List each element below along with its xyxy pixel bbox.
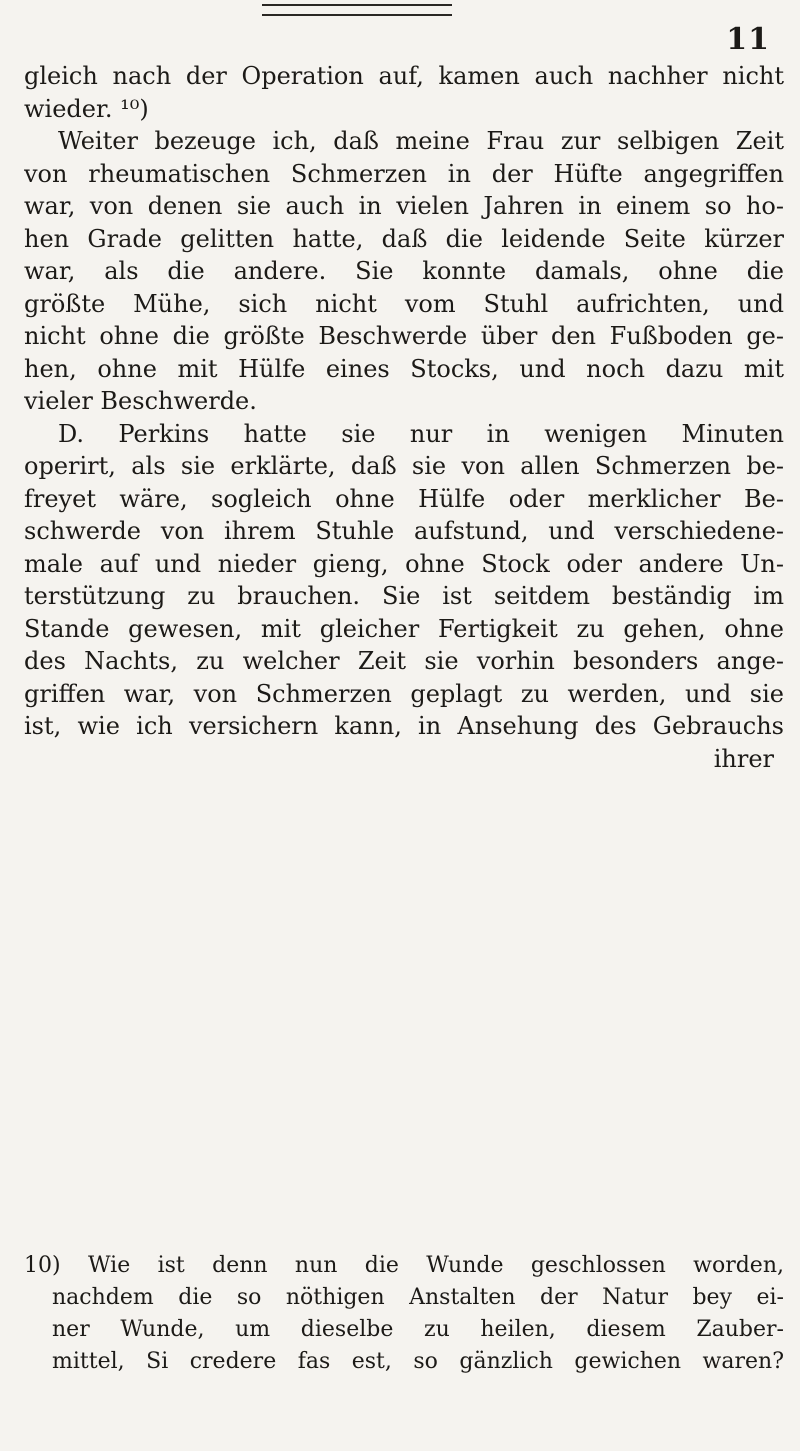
text-line: operirt, als sie erklärte, daß sie von allen Schmerzen be- (24, 452, 784, 480)
text-line: ist, wie ich versichern kann, in Ansehung des Gebrauchs (24, 712, 784, 740)
text-line: griffen war, von Schmerzen geplagt zu werden, und sie (24, 679, 784, 708)
text-line: male auf und nieder gieng, ohne Stock oder andere Un- (24, 549, 784, 578)
text-line: freyet wäre, sogleich ohne Hülfe oder merklicher Be- (24, 484, 784, 513)
footnote-line: mittel, Si credere fas est, so gänzlich gewichen waren? (52, 1349, 784, 1374)
paragraph-start-line: Weiter bezeuge ich, daß meine Frau zur selbigen Zeit (58, 127, 784, 155)
text-line: hen Grade gelitten hatte, daß die leidende Seite kürzer (24, 224, 784, 253)
footnote (24, 1250, 784, 1378)
text-line: hen, ohne mit Hülfe eines Stocks, und noch dazu mit (24, 354, 784, 383)
page-number: 11 (726, 22, 770, 57)
text-line: wieder. ¹⁰) (24, 94, 149, 123)
text-line: schwerde von ihrem Stuhle aufstund, und verschiedene- (24, 517, 784, 545)
footnote-line: nachdem die so nöthigen Anstalten der Natur bey ei- (52, 1285, 784, 1310)
catchword: ihrer (713, 744, 774, 773)
text-line: Stande gewesen, mit gleicher Fertigkeit zu gehen, ohne (24, 614, 784, 643)
text-line: terstützung zu brauchen. Sie ist seitdem beständig im (24, 582, 784, 610)
text-line: war, als die andere. Sie konnte damals, ohne die (24, 257, 784, 285)
footnote-line: 10) Wie ist denn nun die Wunde geschlossen worden, (24, 1253, 784, 1278)
body-text (24, 60, 784, 775)
header-rule (262, 4, 452, 6)
text-line: größte Mühe, sich nicht vom Stuhl aufrichten, und (24, 289, 784, 318)
text-line: des Nachts, zu welcher Zeit sie vorhin besonders ange- (24, 647, 784, 675)
text-line: vieler Beschwerde. (24, 387, 257, 415)
text-line: von rheumatischen Schmerzen in der Hüfte angegriffen (24, 159, 784, 188)
text-line: gleich nach der Operation auf, kamen auch nachher nicht (24, 62, 784, 90)
header-rule (262, 14, 452, 16)
text-line: nicht ohne die größte Beschwerde über den Fußboden ge- (24, 322, 784, 350)
paragraph-start-line: D. Perkins hatte sie nur in wenigen Minuten (58, 419, 784, 448)
text-line: war, von denen sie auch in vielen Jahren in einem so ho- (24, 192, 784, 220)
footnote-line: ner Wunde, um dieselbe zu heilen, diesem Zauber- (52, 1317, 784, 1342)
